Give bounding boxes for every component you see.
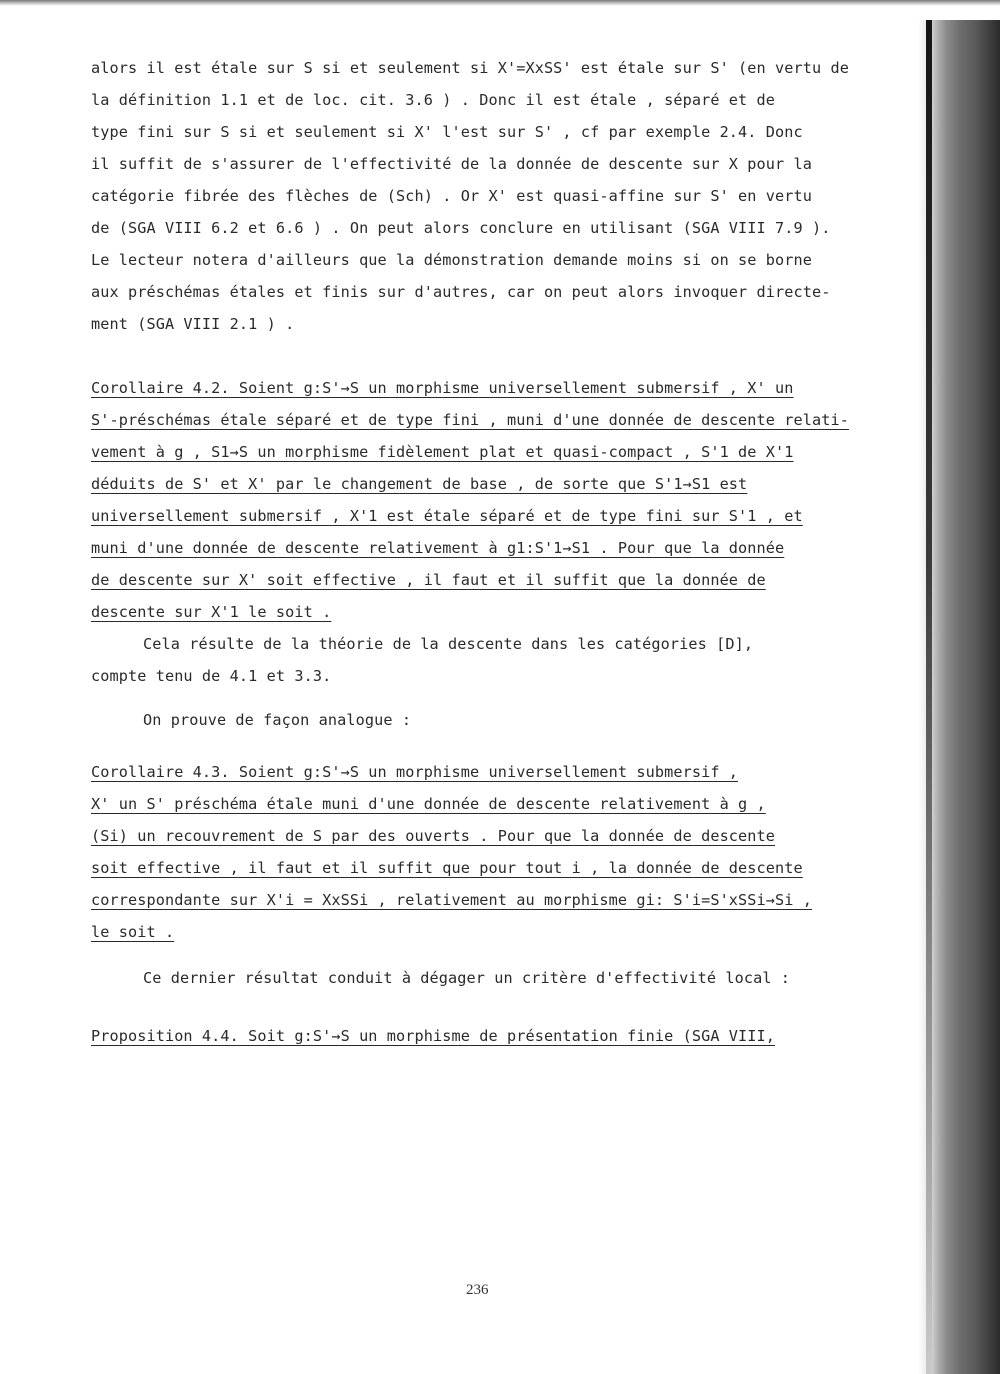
text-line: aux préschémas étales et finis sur d'autres, car on peut alors invoquer directe-	[91, 283, 831, 301]
text-line: il suffit de s'assurer de l'effectivité de la donnée de descente sur X pour la	[91, 155, 813, 173]
corollary-4-2-line: descente sur X'1 le soit .	[91, 603, 332, 621]
corollary-4-3-line: correspondante sur X'i = XxSSi , relativement au morphisme gi: S'i=S'xSSi→Si ,	[91, 891, 813, 909]
text-line: Le lecteur notera d'ailleurs que la démonstration demande moins si on se borne	[91, 251, 813, 269]
text-line: Ce dernier résultat conduit à dégager un critère d'effectivité local :	[143, 969, 791, 987]
scan-binding-shadow	[918, 20, 1000, 1374]
text-line: type fini sur S si et seulement si X' l'est sur S' , cf par exemple 2.4. Donc	[91, 123, 803, 141]
text-line: catégorie fibrée des flèches de (Sch) . Or X' est quasi-affine sur S' en vertu	[91, 187, 813, 205]
corollary-4-2-line: muni d'une donnée de descente relativement à g1:S'1→S1 . Pour que la donnée	[91, 539, 785, 557]
page-number: 236	[466, 1282, 489, 1298]
corollary-4-2-line: de descente sur X' soit effective , il faut et il suffit que la donnée de	[91, 571, 766, 589]
proof-line: compte tenu de 4.1 et 3.3.	[91, 667, 332, 685]
corollary-4-3-line: Corollaire 4.3. Soient g:S'→S un morphisme universellement submersif ,	[91, 763, 739, 781]
text-line: alors il est étale sur S si et seulement si X'=XxSS' est étale sur S' (en vertu de	[91, 59, 849, 77]
text-line: de (SGA VIII 6.2 et 6.6 ) . On peut alors conclure en utilisant (SGA VIII 7.9 ).	[91, 219, 831, 237]
proposition-4-4-line: Proposition 4.4. Soit g:S'→S un morphisme de présentation finie (SGA VIII,	[91, 1027, 776, 1045]
corollary-4-2-line: déduits de S' et X' par le changement de base , de sorte que S'1→S1 est	[91, 475, 748, 493]
corollary-4-2-line: S'-préschémas étale séparé et de type fini , muni d'une donnée de descente relati-	[91, 411, 849, 429]
corollary-4-3-line: (Si) un recouvrement de S par des ouverts . Pour que la donnée de descente	[91, 827, 776, 845]
proof-line: Cela résulte de la théorie de la descente dans les catégories [D],	[143, 635, 754, 653]
corollary-4-3-line: le soit .	[91, 923, 175, 941]
corollary-4-2-line: universellement submersif , X'1 est étale séparé et de type fini sur S'1 , et	[91, 507, 803, 525]
corollary-4-3-line: X' un S' préschéma étale muni d'une donnée de descente relativement à g ,	[91, 795, 766, 813]
text-line: ment (SGA VIII 2.1 ) .	[91, 315, 295, 333]
text-line: On prouve de façon analogue :	[143, 711, 412, 729]
corollary-4-2-line: Corollaire 4.2. Soient g:S'→S un morphisme universellement submersif , X' un	[91, 379, 794, 397]
corollary-4-2-line: vement à g , S1→S un morphisme fidèlement plat et quasi-compact , S'1 de X'1	[91, 443, 794, 461]
page-top-edge	[0, 0, 1000, 6]
text-line: la définition 1.1 et de loc. cit. 3.6 ) . Donc il est étale , séparé et de	[91, 91, 776, 109]
corollary-4-3-line: soit effective , il faut et il suffit que pour tout i , la donnée de descente	[91, 859, 803, 877]
